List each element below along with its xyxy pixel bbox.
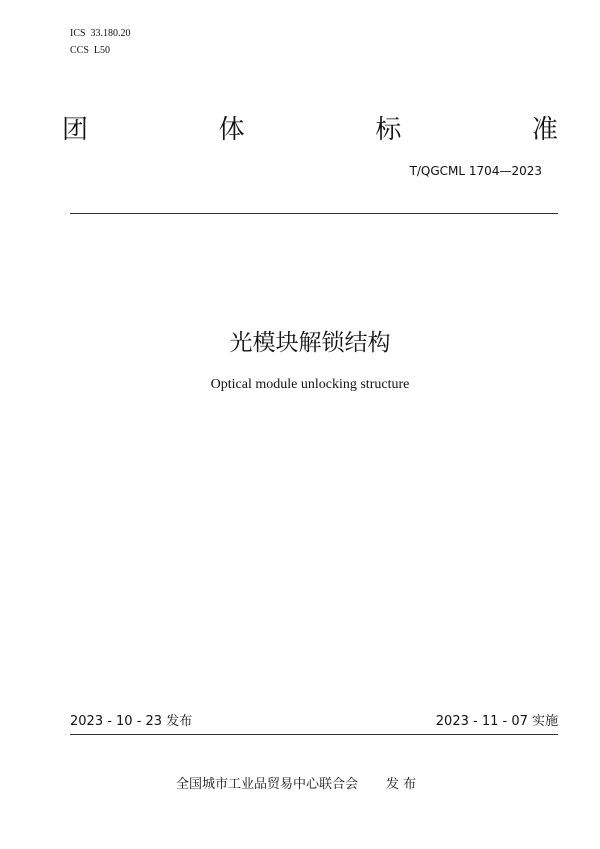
issuer-line: [176, 776, 416, 794]
standard-kind-char-1: 团: [62, 115, 89, 145]
issuer-organization: 全国城市工业品贸易中心联合会: [176, 777, 359, 792]
issue-action: 发 布: [386, 777, 417, 792]
standard-kind-char-2: 体: [218, 115, 245, 145]
document-title-chinese: 光模块解锁结构: [229, 330, 391, 356]
document-title-english: Optical module unlocking structure: [210, 377, 410, 392]
standard-kind-char-4: 准: [531, 115, 558, 145]
footer-divider: [70, 734, 558, 735]
ccs-code: CCS L50: [70, 45, 111, 56]
header-divider: [70, 213, 558, 214]
publish-date: 2023 - 10 - 23 发布: [70, 714, 193, 729]
standard-number: T/QGCML 1704—2023: [409, 164, 542, 178]
ics-code: ICS 33.180.20: [70, 28, 131, 39]
standard-kind-heading: [62, 113, 558, 147]
standard-kind-char-3: 标: [375, 115, 402, 145]
implement-date: 2023 - 11 - 07 实施: [435, 714, 558, 729]
